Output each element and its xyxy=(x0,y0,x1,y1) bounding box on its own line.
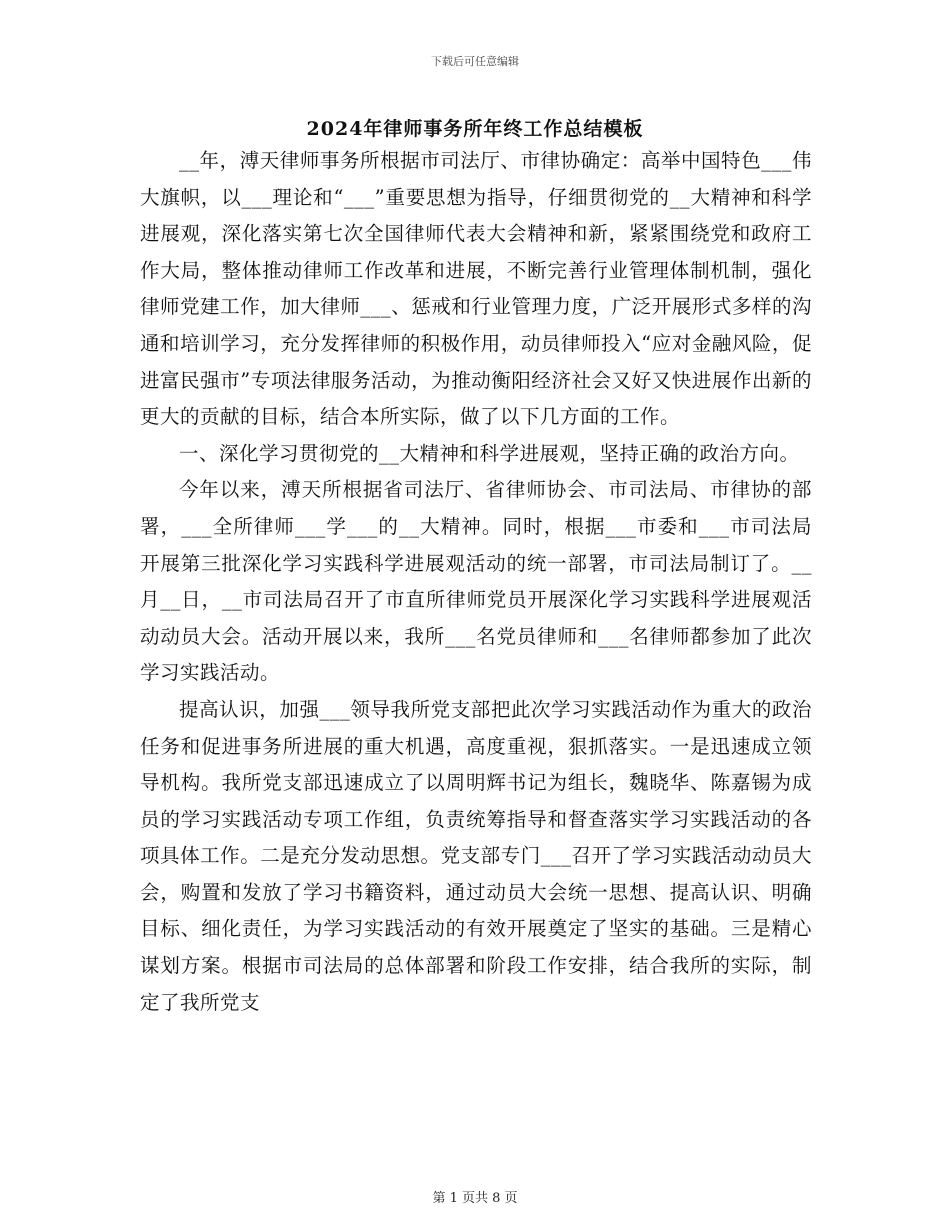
page-number: 第 1 页共 8 页 xyxy=(432,1191,518,1206)
document-body xyxy=(140,143,812,1021)
paragraph-leadership: 提高认识，加强___领导我所党支部把此次学习实践活动作为重大的政治任务和促进事务所进展的重大机遇，高度重视，狠抓落实。一是迅速成立领导机构。我所党支部迅速成立了以周明辉书记为组长，魏晓华、陈嘉锡为成员的学习实践活动专项工作组，负责统筹指导和督查落实学习实践活动的各项具体工作。二是充分发动思想。党支部专门___召开了学习实践活动动员大会，购置和发放了学习书籍资料，通过动员大会统一思想、提高认识、明确目标、细化责任，为学习实践活动的有效开展奠定了坚实的基础。三是精心谋划方案。根据市司法局的总体部署和阶段工作安排，结合我所的实际，制定了我所党支 xyxy=(140,697,812,1014)
page-header-note: 下载后可任意编辑 xyxy=(431,55,519,68)
paragraph-section-heading: 一、深化学习贯彻党的__大精神和科学进展观，坚持正确的政治方向。 xyxy=(179,441,800,465)
paragraph-intro: __年，溥天律师事务所根据市司法厅、市律协确定：高举中国特色___伟大旗帜，以___理论和“___”重要思想为指导，仔细贯彻党的__大精神和科学进展观，深化落实第七次全国律师代表大会精神和新，紧紧围绕党和政府工作大局，整体推动律师工作改革和进展，不断完善行业管理体制机制，强化律师党建工作，加大律师___、惩戒和行业管理力度，广泛开展形式多样的沟通和培训学习，充分发挥律师的积极作用，动员律师投入“应对金融风险，促进富民强市”专项法律服务活动，为推动衡阳经济社会又好又快进展作出新的更大的贡献的目标，结合本所实际，做了以下几方面的工作。 xyxy=(140,149,812,429)
paragraph-study-activities: 今年以来，溥天所根据省司法厅、省律师协会、市司法局、市律协的部署，___全所律师___学___的__大精神。同时，根据___市委和___市司法局开展第三批深化学习实践科学进展观活动的统一部署，市司法局制订了。__月__日，__市司法局召开了市直所律师党员开展深化学习实践科学进展观活动动员大会。活动开展以来，我所___名党员律师和___名律师都参加了此次学习实践活动。 xyxy=(140,478,812,685)
document-title: 2024年律师事务所年终工作总结模板 xyxy=(306,118,644,140)
